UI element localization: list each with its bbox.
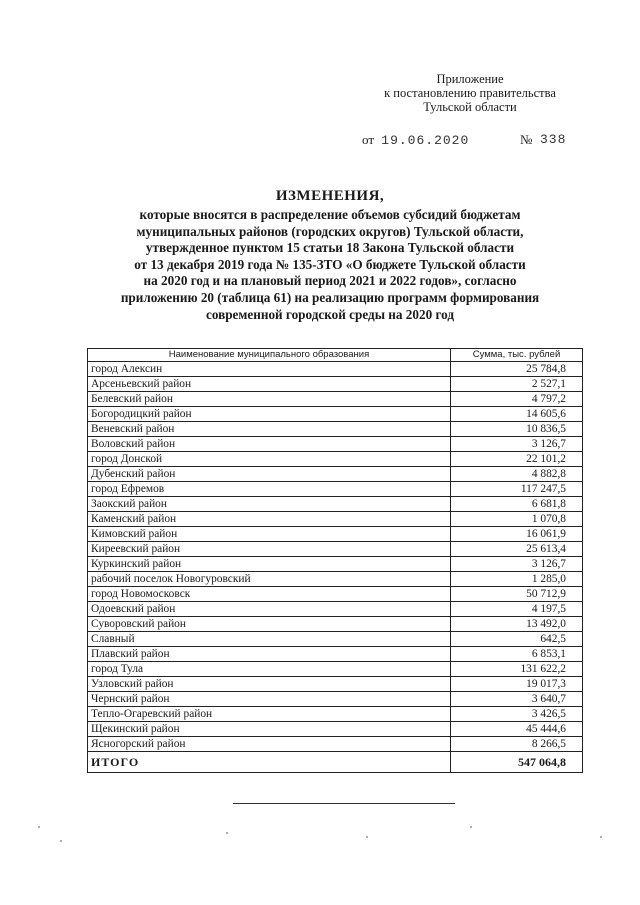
decree-number: 338 [540,132,567,147]
municipality-name: Куркинский район [88,557,451,572]
subsidy-amount: 3 640,7 [451,692,583,707]
table-row [88,362,583,377]
municipality-name: Каменский район [88,512,451,527]
table-body [88,362,583,773]
subsidy-amount: 25 784,8 [451,362,583,377]
municipality-name: Славный [88,632,451,647]
municipality-name: Богородицкий район [88,407,451,422]
municipality-name: рабочий поселок Новогуровский [88,572,451,587]
table-row [88,602,583,617]
title-main: ИЗМЕНЕНИЯ, [275,188,385,204]
municipality-name: Узловский район [88,677,451,692]
table-row [88,542,583,557]
title-line: утвержденное пунктом 15 статьи 18 Закона Тульской области [145,240,515,256]
subsidy-amount: 6 853,1 [451,647,583,662]
subsidy-amount: 3 126,7 [451,557,583,572]
table-row [88,662,583,677]
municipality-name: Одоевский район [88,602,451,617]
total-label: ИТОГО [88,752,451,773]
subsidy-amount: 4 882,8 [451,467,583,482]
municipality-name: Ясногорский район [88,737,451,752]
municipality-name: город Ефремов [88,482,451,497]
subsidy-amount: 25 613,4 [451,542,583,557]
subsidy-amount: 642,5 [451,632,583,647]
table-row [88,437,583,452]
title-line: от 13 декабря 2019 года № 135-ЗТО «О бюджете Тульской области [134,256,526,272]
subsidy-amount: 3 426,5 [451,707,583,722]
subsidy-amount: 6 681,8 [451,497,583,512]
table-row [88,422,583,437]
subsidy-amount: 2 527,1 [451,377,583,392]
municipality-name: Чернский район [88,692,451,707]
table-header-row [88,349,583,362]
subsidy-amount: 8 266,5 [451,737,583,752]
title-line: на 2020 год и на плановый период 2021 и 2022 годов», согласно [143,273,517,289]
subsidy-amount: 4 197,5 [451,602,583,617]
table-row [88,497,583,512]
subsidy-amount: 14 605,6 [451,407,583,422]
table-row [88,587,583,602]
decree-date-prefix: от [362,132,375,147]
scan-speck [226,832,228,834]
municipality-name: Киреевский район [88,542,451,557]
municipality-name: Плавский район [88,647,451,662]
subsidy-amount: 117 247,5 [451,482,583,497]
table-row [88,377,583,392]
table-row [88,737,583,752]
appendix-line-2: к постановлению правительства [384,86,556,100]
scan-speck [366,836,368,838]
subsidy-amount: 1 070,8 [451,512,583,527]
municipality-name: город Донской [88,452,451,467]
header-amount: Сумма, тыс. рублей [451,349,583,362]
municipality-name: Дубенский район [88,467,451,482]
table-row [88,572,583,587]
table-row [88,407,583,422]
total-amount: 547 064,8 [451,752,583,773]
municipality-name: Тепло-Огаревский район [88,707,451,722]
municipality-name: Белевский район [88,392,451,407]
subsidy-amount: 131 622,2 [451,662,583,677]
subsidy-amount: 16 061,9 [451,527,583,542]
municipality-name: город Тула [88,662,451,677]
table-row [88,707,583,722]
subsidy-amount: 10 836,5 [451,422,583,437]
title-line: современной городской среды на 2020 год [205,306,455,322]
municipality-name: город Новомосковск [88,587,451,602]
table-row [88,617,583,632]
municipality-name: Щекинский район [88,722,451,737]
municipality-name: Заокский район [88,497,451,512]
municipality-name: Суворовский район [88,617,451,632]
decree-date: 19.06.2020 [381,133,470,148]
document-end-line [233,803,455,804]
table-row [88,482,583,497]
municipality-name: Веневский район [88,422,451,437]
table-row [88,392,583,407]
document-title [80,188,580,323]
title-subtitle [80,207,580,323]
title-line: приложению 20 (таблица 61) на реализацию программ формирования [120,289,540,305]
subsidy-amount: 4 797,2 [451,392,583,407]
decree-number-sign: № [520,132,533,147]
table-row [88,557,583,572]
scan-speck [60,840,62,842]
municipality-name: Арсеньевский район [88,377,451,392]
appendix-line-3: Тульской области [423,100,517,114]
municipality-name: Воловский район [88,437,451,452]
appendix-header [360,72,580,114]
subsidy-amount: 13 492,0 [451,617,583,632]
title-line: муниципальных районов (городских округов) Тульской области, [136,223,524,239]
decree-reference [362,132,592,148]
subsidy-amount: 3 126,7 [451,437,583,452]
total-row [88,752,583,773]
header-municipality: Наименование муниципального образования [88,349,451,362]
municipality-name: Кимовский район [88,527,451,542]
appendix-line-1: Приложение [436,72,504,86]
municipality-name: город Алексин [88,362,451,377]
subsidy-amount: 50 712,9 [451,587,583,602]
scan-speck [38,826,40,828]
subsidy-amount: 22 101,2 [451,452,583,467]
subsidy-table [87,348,583,773]
subsidy-amount: 19 017,3 [451,677,583,692]
table-row [88,647,583,662]
table-row [88,632,583,647]
title-line: которые вносятся в распределение объемов субсидий бюджетам [139,207,521,222]
table-row [88,722,583,737]
subsidy-amount: 45 444,6 [451,722,583,737]
table-row [88,677,583,692]
scan-speck [470,826,472,828]
scan-speck [600,836,602,838]
subsidy-amount: 1 285,0 [451,572,583,587]
table-row [88,452,583,467]
table-row [88,527,583,542]
table-row [88,692,583,707]
table-row [88,467,583,482]
table-row [88,512,583,527]
